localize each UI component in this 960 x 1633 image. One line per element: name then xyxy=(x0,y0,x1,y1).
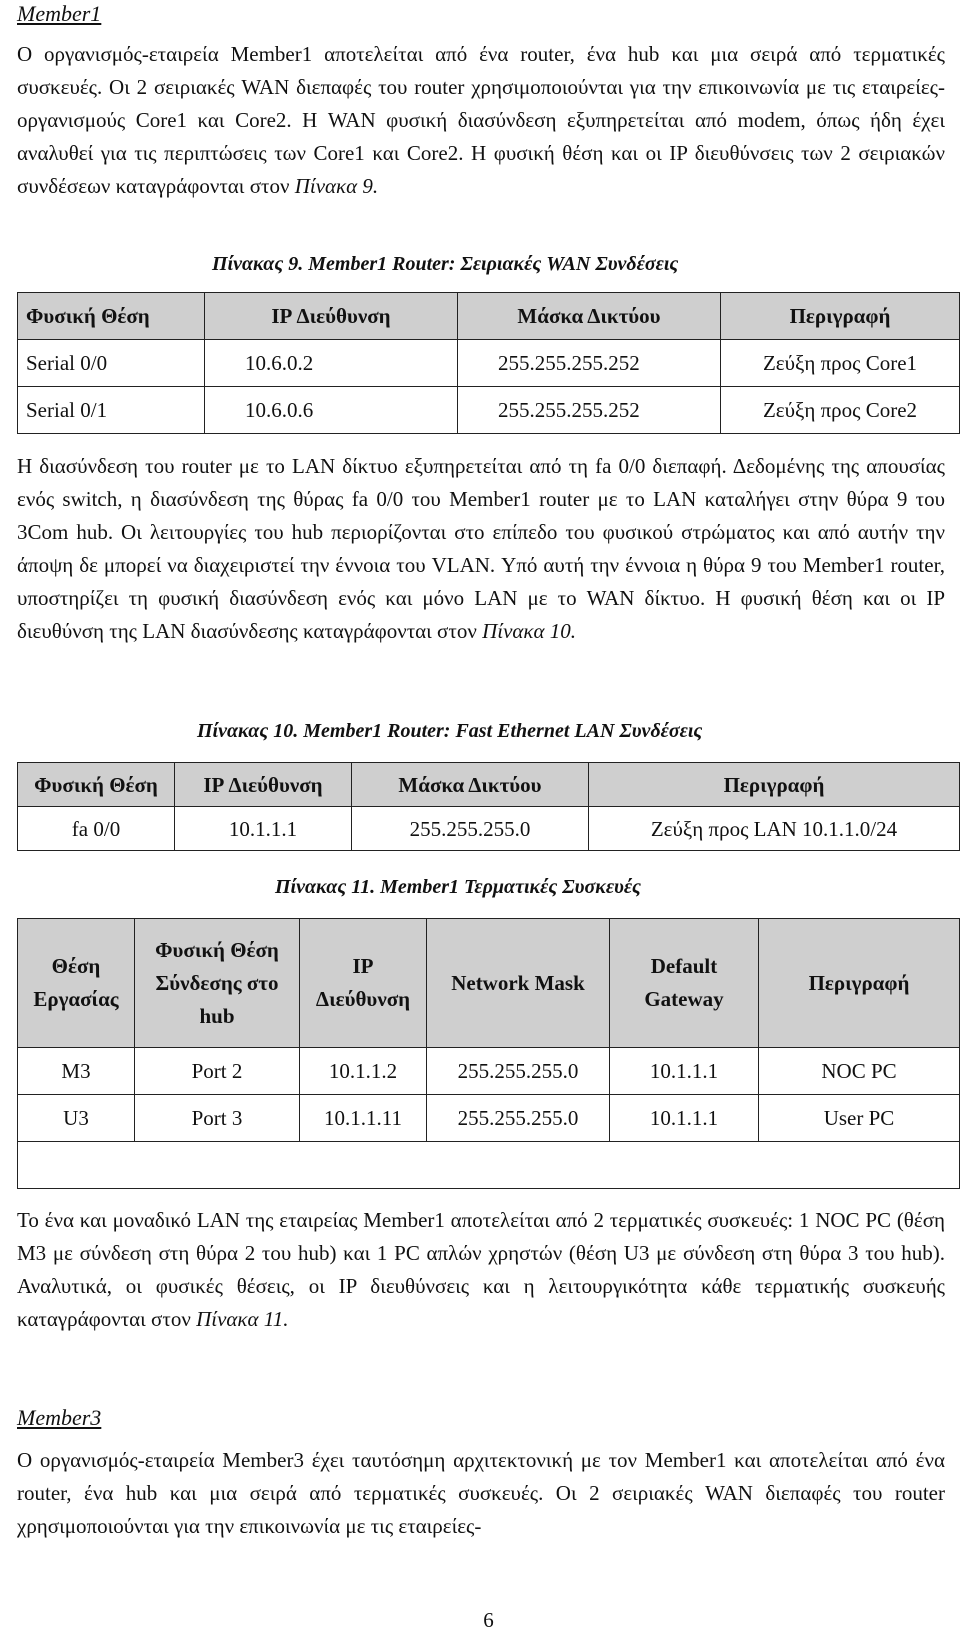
table-cell: User PC xyxy=(759,1095,960,1142)
table-row xyxy=(18,1095,960,1142)
table-cell: Port 3 xyxy=(135,1095,300,1142)
table11-caption: Πίνακας 11. Member1 Τερματικές Συσκευές xyxy=(275,876,641,898)
table-cell: 10.1.1.1 xyxy=(610,1048,759,1095)
table-cell: 255.255.255.252 xyxy=(458,340,721,387)
table-cell: Serial 0/0 xyxy=(18,340,205,387)
table-cell: 10.6.0.2 xyxy=(205,340,458,387)
header-cell: IP Διεύθυνση xyxy=(175,763,352,807)
table-header-row xyxy=(18,919,960,1048)
table-cell: 10.6.0.6 xyxy=(205,387,458,434)
empty-cell xyxy=(18,1142,960,1189)
header-cell: Μάσκα Δικτύου xyxy=(352,763,589,807)
table-cell: Serial 0/1 xyxy=(18,387,205,434)
table10 xyxy=(17,762,960,851)
header-cell: Περιγραφή xyxy=(721,293,960,340)
table-reference: Πίνακα 10. xyxy=(482,619,577,643)
table-cell: 255.255.255.0 xyxy=(352,807,589,851)
header-cell: Περιγραφή xyxy=(759,919,960,1048)
table-cell: M3 xyxy=(18,1048,135,1095)
paragraph-text: Το ένα και μοναδικό LAN της εταιρείας Member1 αποτελείται από 2 τερματικές συσκευές: 1 NOC PC (θέση M3 με σύνδεση στη θύρα 2 του hub) και 1 PC απλών χρηστών (θέση U3 με σύνδεση στη θύρα 3 του hub). Αναλυτικά, οι φυσικές θέσεις, οι IP διευθύνσεις και η λειτουργικότητα κάθε τερματικής συσκευής καταγράφονται στον xyxy=(17,1208,945,1331)
table-cell: Port 2 xyxy=(135,1048,300,1095)
table-cell: 10.1.1.1 xyxy=(610,1095,759,1142)
paragraph-text: Ο οργανισμός-εταιρεία Member3 έχει ταυτόσημη αρχιτεκτονική με τον Member1 και αποτελείται από ένα router, ένα hub και μια σειρά από τερματικές συσκευές. Οι 2 σειριακές WAN διεπαφές του router χρησιμοποιούνται για την επικοινωνία με τις εταιρείες- xyxy=(17,1448,945,1538)
table-reference: Πίνακα 9. xyxy=(294,174,379,198)
member1-heading: Member1 xyxy=(17,1,102,26)
table-row-empty xyxy=(18,1142,960,1189)
table-row xyxy=(18,340,960,387)
header-cell: IP Διεύθυνση xyxy=(300,919,427,1048)
header-cell: Θέση Εργασίας xyxy=(18,919,135,1048)
table11 xyxy=(17,918,960,1189)
table-row xyxy=(18,387,960,434)
header-cell: Φυσική Θέση xyxy=(18,763,175,807)
table-cell: 255.255.255.0 xyxy=(427,1048,610,1095)
table-cell: 10.1.1.11 xyxy=(300,1095,427,1142)
header-cell: IP Διεύθυνση xyxy=(205,293,458,340)
page-number: 6 xyxy=(483,1608,494,1632)
paragraph-text: Η διασύνδεση του router με το LAN δίκτυο εξυπηρετείται από τη fa 0/0 διεπαφή. Δεδομένης της απουσίας ενός switch, η διασύνδεση της θύρας fa 0/0 του Member1 router με το LAN καταλήγει στην θύρα 9 του 3Com hub. Οι λειτουργίες του hub περιορίζονται στο επίπεδο του φυσικού στρώματος και από αυτήν την άποψη δε μπορεί να διαχειριστεί την έννοια του VLAN. Υπό αυτή την έννοια η θύρα 9 του Member1 router, υποστηρίζει τη φυσική διασύνδεση ενός και μόνο LAN με το WAN δίκτυο. Η φυσική θέση και οι IP διευθύνση της LAN διασύνδεσης καταγράφονται στον xyxy=(17,454,945,643)
member3-paragraph-1 xyxy=(17,1444,945,1543)
table-cell: NOC PC xyxy=(759,1048,960,1095)
table9 xyxy=(17,292,960,434)
table-header-row xyxy=(18,763,960,807)
table-reference: Πίνακα 11. xyxy=(196,1307,289,1331)
header-cell: Μάσκα Δικτύου xyxy=(458,293,721,340)
paragraph-text: Ο οργανισμός-εταιρεία Member1 αποτελείται από ένα router, ένα hub και μια σειρά από τερματικές συσκευές. Οι 2 σειριακές WAN διεπαφές του router χρησιμοποιούνται για την επικοινωνία με τις εταιρείες-οργανισμούς Core1 και Core2. Η WAN φυσική διασύνδεση εξυπηρετείται από modem, όπως ήδη έχει αναλυθεί για τις περιπτώσεις των Core1 και Core2. Η φυσική θέση και οι IP διευθύνσεις των 2 σειριακών συνδέσεων καταγράφονται στον xyxy=(17,42,945,198)
header-cell: Default Gateway xyxy=(610,919,759,1048)
header-cell: Network Mask xyxy=(427,919,610,1048)
table-header-row xyxy=(18,293,960,340)
header-cell: Περιγραφή xyxy=(589,763,960,807)
table-cell: fa 0/0 xyxy=(18,807,175,851)
table-cell: U3 xyxy=(18,1095,135,1142)
table-cell: 10.1.1.1 xyxy=(175,807,352,851)
member3-heading: Member3 xyxy=(17,1405,102,1430)
table10-caption: Πίνακας 10. Member1 Router: Fast Ethernet LAN Συνδέσεις xyxy=(197,720,703,742)
table-cell: Ζεύξη προς Core2 xyxy=(721,387,960,434)
header-cell: Φυσική Θέση Σύνδεσης στο hub xyxy=(135,919,300,1048)
table9-caption: Πίνακας 9. Member1 Router: Σειριακές WAN Συνδέσεις xyxy=(212,253,679,275)
table-cell: Ζεύξη προς LAN 10.1.1.0/24 xyxy=(589,807,960,851)
header-cell: Φυσική Θέση xyxy=(18,293,205,340)
member1-paragraph-2 xyxy=(17,450,945,648)
table-row xyxy=(18,807,960,851)
member1-paragraph-1 xyxy=(17,38,945,203)
table-cell: 10.1.1.2 xyxy=(300,1048,427,1095)
table-cell: 255.255.255.0 xyxy=(427,1095,610,1142)
member1-paragraph-3 xyxy=(17,1204,945,1336)
table-row xyxy=(18,1048,960,1095)
table-cell: 255.255.255.252 xyxy=(458,387,721,434)
table-cell: Ζεύξη προς Core1 xyxy=(721,340,960,387)
